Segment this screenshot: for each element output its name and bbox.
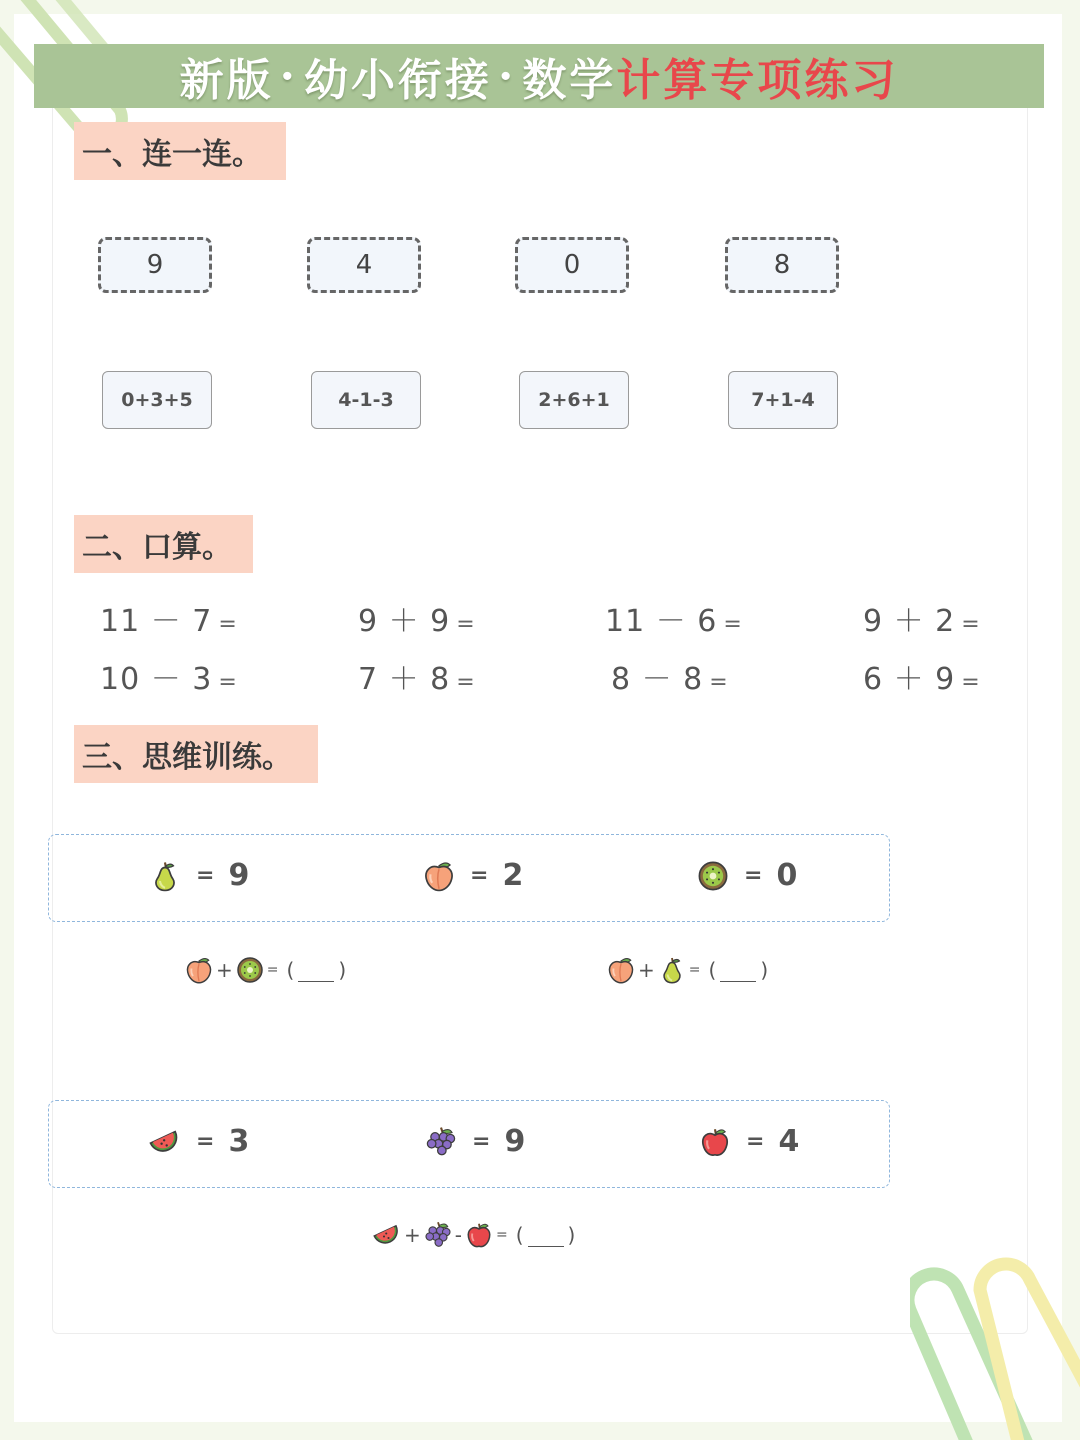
fruit-value: = 2	[422, 858, 523, 893]
grapes-icon	[423, 1220, 453, 1250]
oral-problem: 7 ＋ 8 =	[358, 662, 476, 697]
section-2-label: 二、口算。	[74, 515, 253, 573]
title-part-1: 新版	[179, 55, 274, 106]
answer-blank[interactable]	[720, 959, 756, 982]
fruit-equation: + = ( )	[184, 955, 346, 985]
title-part-2: 幼小衔接	[304, 55, 492, 106]
watermelon-icon	[148, 1125, 182, 1159]
pear-icon	[657, 955, 687, 985]
oral-problem: 11 － 6 =	[605, 604, 743, 639]
title-part-3: 数学	[522, 55, 617, 106]
oral-problem: 6 ＋ 9 =	[863, 662, 981, 697]
fruit-value: = 9	[148, 858, 249, 893]
match-number-box[interactable]: 8	[725, 237, 839, 293]
fruit-value: = 0	[696, 858, 797, 893]
match-number-box[interactable]: 0	[515, 237, 629, 293]
page-title	[34, 44, 1044, 108]
match-expression-box[interactable]: 0+3+5	[102, 371, 212, 429]
oral-problem: 8 － 8 =	[611, 662, 729, 697]
kiwi-icon	[235, 955, 265, 985]
apple-icon	[464, 1220, 494, 1250]
kiwi-icon	[696, 859, 730, 893]
title-part-3-red: 计算专项练习	[616, 55, 899, 106]
apple-icon	[698, 1125, 732, 1159]
fruit-equation: + - = ( )	[372, 1220, 575, 1250]
answer-blank[interactable]	[528, 1224, 564, 1247]
oral-problem: 9 ＋ 9 =	[358, 604, 476, 639]
oral-problem: 10 － 3 =	[100, 662, 238, 697]
watermelon-icon	[372, 1220, 402, 1250]
peach-icon	[422, 859, 456, 893]
section-3-label: 三、思维训练。	[74, 725, 318, 783]
peach-icon	[184, 955, 214, 985]
match-number-box[interactable]: 9	[98, 237, 212, 293]
fruit-value: = 3	[148, 1124, 249, 1159]
answer-blank[interactable]	[298, 959, 334, 982]
fruit-value: = 9	[424, 1124, 525, 1159]
section-1-label: 一、连一连。	[74, 122, 286, 180]
fruit-value: = 4	[698, 1124, 799, 1159]
oral-problem: 9 ＋ 2 =	[863, 604, 981, 639]
fruit-equation: + = ( )	[606, 955, 768, 985]
match-number-box[interactable]: 4	[307, 237, 421, 293]
paper-clip-bottom-right-icon	[910, 1250, 1080, 1440]
pear-icon	[148, 859, 182, 893]
title-separator-2: ·	[498, 50, 517, 102]
grapes-icon	[424, 1125, 458, 1159]
title-separator-1: ·	[279, 50, 298, 102]
oral-problem: 11 － 7 =	[100, 604, 238, 639]
match-expression-box[interactable]: 2+6+1	[519, 371, 629, 429]
peach-icon	[606, 955, 636, 985]
match-expression-box[interactable]: 4-1-3	[311, 371, 421, 429]
match-expression-box[interactable]: 7+1-4	[728, 371, 838, 429]
